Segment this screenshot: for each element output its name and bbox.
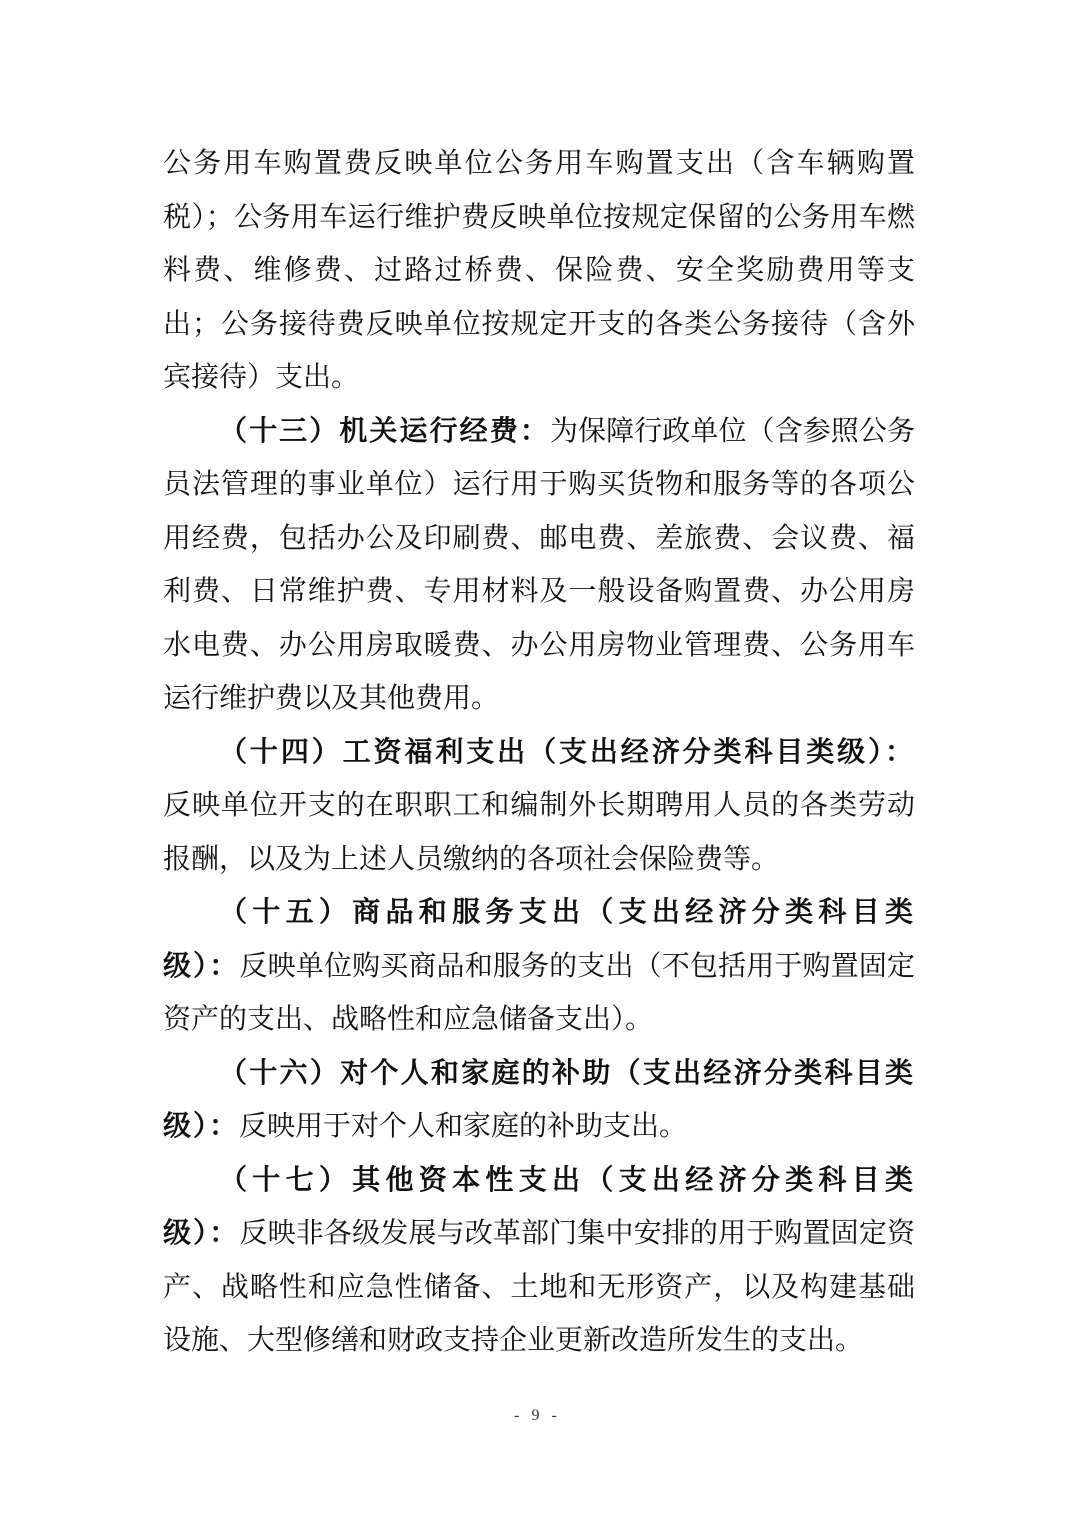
paragraph-text: 反映用于对个人和家庭的补助支出。 <box>239 1109 688 1142</box>
paragraph-15-goods-services <box>163 885 915 1046</box>
paragraph-text: 反映单位购买商品和服务的支出（不包括用于购置固定资产的支出、战略性和应急储备支出）。 <box>163 948 915 1035</box>
paragraph-text: 公务用车购置费反映单位公务用车购置支出（含车辆购置税）；公务用车运行维护费反映单位按规定保留的公务用车燃料费、维修费、过路过桥费、保险费、安全奖励费用等支出；公务接待费反映单位按规定开支的各类公务接待（含外宾接待）支出。 <box>163 146 915 393</box>
paragraph-16-household-subsidies <box>163 1046 915 1153</box>
paragraph-text: 反映非各级发展与改革部门集中安排的用于购置固定资产、战略性和应急性储备、土地和无形资产，以及构建基础设施、大型修缮和财政支持企业更新改造所发生的支出。 <box>163 1216 915 1356</box>
document-body <box>163 136 915 1367</box>
paragraph-text: 反映单位开支的在职职工和编制外长期聘用人员的各类劳动报酬，以及为上述人员缴纳的各项社会保险费等。 <box>163 788 915 875</box>
paragraph-17-other-capital <box>163 1153 915 1367</box>
paragraph-heading: （十七）其他资本性支出（支出经济分类科目类级）： <box>163 1162 915 1249</box>
page-number: - 9 - <box>514 1407 561 1424</box>
paragraph-14-wages-welfare <box>163 725 915 886</box>
paragraph-heading: （十三）机关运行经费： <box>219 413 550 447</box>
paragraph-heading: （十四）工资福利支出（支出经济分类科目类级）： <box>219 734 915 768</box>
paragraph-vehicle-costs <box>163 136 915 404</box>
paragraph-13-operating-funds <box>163 404 915 725</box>
paragraph-heading: （十六）对个人和家庭的补助（支出经济分类科目类级）： <box>163 1055 915 1142</box>
paragraph-text: 为保障行政单位（含参照公务员法管理的事业单位）运行用于购买货物和服务等的各项公用经费，包括办公及印刷费、邮电费、差旅费、会议费、福利费、日常维护费、专用材料及一般设备购置费、办公用房水电费、办公用房取暖费、办公用房物业管理费、公务用车运行维护费以及其他费用。 <box>163 413 915 714</box>
paragraph-heading: （十五）商品和服务支出（支出经济分类科目类级）： <box>163 895 915 982</box>
